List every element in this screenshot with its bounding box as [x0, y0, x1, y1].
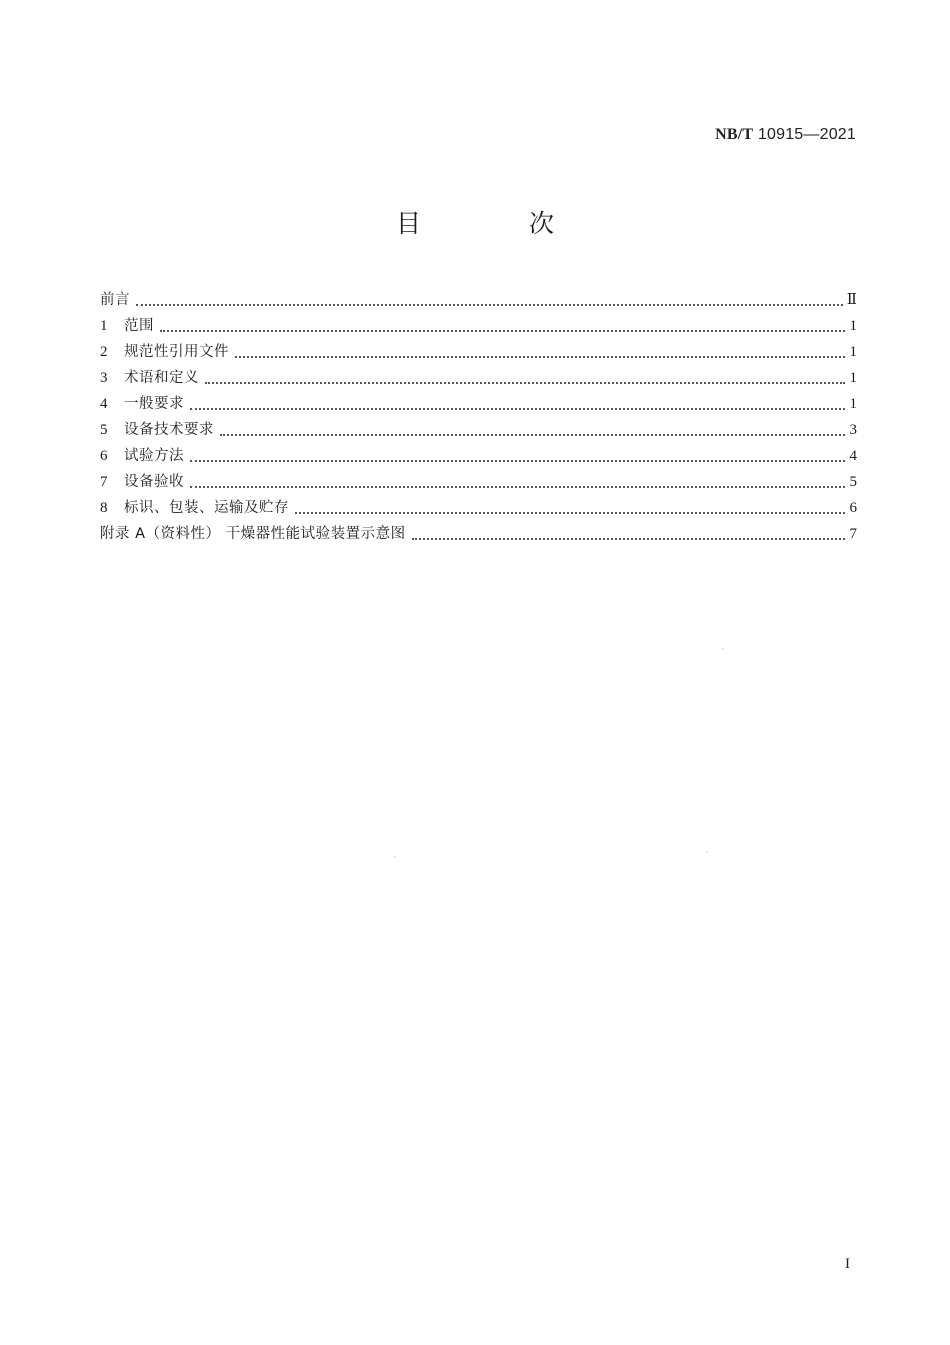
page-number: I — [845, 1256, 850, 1272]
dot-leader — [190, 408, 845, 410]
scan-speck — [394, 856, 396, 858]
dot-leader — [412, 538, 845, 540]
toc-entry-number: 2 — [100, 344, 108, 360]
toc-entry-5[interactable] — [100, 417, 857, 443]
table-of-contents — [100, 287, 857, 547]
toc-title: 目 次 — [396, 209, 604, 238]
toc-entry-label: 标识、包装、运输及贮存 — [124, 500, 289, 516]
dot-leader — [235, 356, 845, 358]
toc-entry-3[interactable] — [100, 365, 857, 391]
toc-entry-number: 8 — [100, 500, 108, 516]
toc-entry-number: 1 — [100, 318, 108, 334]
toc-entry-page: 1 — [849, 396, 857, 412]
toc-entry-label: 设备验收 — [124, 474, 184, 490]
scan-speck — [706, 851, 708, 853]
toc-entry-2[interactable] — [100, 339, 857, 365]
toc-entry-6[interactable] — [100, 443, 857, 469]
toc-entry-number: 3 — [100, 370, 108, 386]
dot-leader — [190, 460, 845, 462]
standard-code: 10915—2021 — [757, 126, 856, 143]
dot-leader — [190, 486, 845, 488]
dot-leader — [136, 304, 843, 306]
toc-entry-4[interactable] — [100, 391, 857, 417]
toc-entry-label: 试验方法 — [124, 448, 184, 464]
dot-leader — [160, 330, 845, 332]
toc-entry-8[interactable] — [100, 495, 857, 521]
toc-entry-label: 前言 — [100, 292, 130, 308]
toc-entry-page: 4 — [849, 448, 857, 464]
dot-leader — [205, 382, 845, 384]
toc-entry-page: 1 — [849, 318, 857, 334]
toc-entry-page: 3 — [849, 422, 857, 438]
dot-leader — [220, 434, 845, 436]
toc-entry-number: 5 — [100, 422, 108, 438]
scan-speck — [722, 648, 724, 650]
dot-leader — [295, 512, 845, 514]
toc-entry-page: 5 — [849, 474, 857, 490]
toc-entry-page: 7 — [849, 526, 857, 542]
toc-entry-page: 1 — [849, 344, 857, 360]
toc-entry-number: 6 — [100, 448, 108, 464]
toc-entry-number: 4 — [100, 396, 108, 412]
toc-entry-label: 规范性引用文件 — [124, 344, 229, 360]
toc-entry-label: 术语和定义 — [124, 370, 199, 386]
toc-entry-foreword[interactable] — [100, 287, 857, 313]
toc-entry-number: 7 — [100, 474, 108, 490]
toc-entry-page: Ⅱ — [846, 292, 857, 308]
toc-entry-page: 1 — [849, 370, 857, 386]
toc-entry-label: 设备技术要求 — [124, 422, 214, 438]
toc-entry-label: 范围 — [124, 318, 154, 334]
standard-prefix: NB/T — [715, 126, 754, 143]
toc-entry-appendix-a[interactable] — [100, 521, 857, 547]
toc-entry-page: 6 — [849, 500, 857, 516]
toc-entry-1[interactable] — [100, 313, 857, 339]
toc-entry-label: 一般要求 — [124, 396, 184, 412]
toc-entry-7[interactable] — [100, 469, 857, 495]
toc-entry-label: 附录 A（资料性） 干燥器性能试验装置示意图 — [100, 526, 406, 542]
standard-number — [715, 126, 856, 144]
